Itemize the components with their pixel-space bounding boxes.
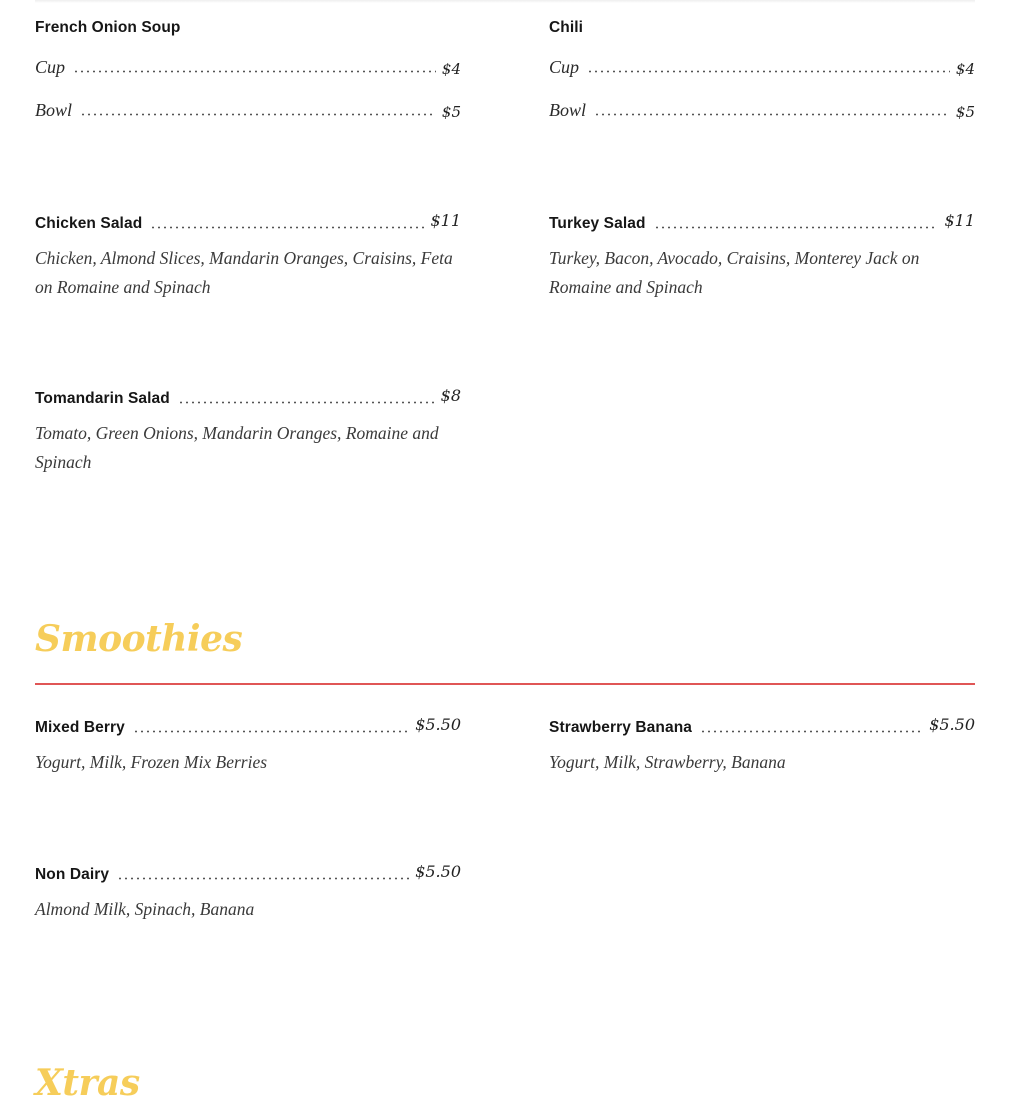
item-description: Turkey, Bacon, Avocado, Craisins, Monterey Jack on Romaine and Spinach [549,248,920,297]
menu-item-non-dairy [35,861,461,924]
item-title: Tomandarin Salad [35,390,170,407]
item-title: Non Dairy [35,866,110,883]
item-description: Yogurt, Milk, Strawberry, Banana [549,752,786,772]
item-header-row [35,210,461,234]
item-description: Almond Milk, Spinach, Banana [35,899,255,919]
size-label: Cup [35,57,66,77]
item-price: $5.50 [415,862,461,881]
menu-item-tomandarin-salad [35,385,461,476]
size-price: $4 [955,60,975,78]
item-title: Chicken Salad [35,215,143,232]
item-title: Turkey Salad [549,215,646,232]
dot-leader [700,730,923,733]
size-price: $5 [441,103,461,121]
dot-leader [133,730,409,733]
dot-leader [73,70,436,73]
size-row-cup [549,54,975,78]
dot-leader [150,226,424,229]
item-price: $11 [944,211,975,230]
item-description: Chicken, Almond Slices, Mandarin Oranges, Craisins, Feta on Romaine and Spinach [35,248,453,297]
item-title: Mixed Berry [35,719,125,736]
dot-leader [594,113,950,116]
menu-item-chicken-salad [35,210,461,301]
dot-leader [80,113,436,116]
size-price: $5 [955,103,975,121]
menu-item-chili [549,18,975,121]
item-header-row [35,714,461,738]
menu-item-strawberry-banana [549,714,975,777]
size-label: Bowl [549,100,587,120]
item-price: $5.50 [929,715,975,734]
section-heading-smoothies: Smoothies [35,618,243,660]
section-heading-xtras: Xtras [35,1062,140,1104]
item-header-row [549,714,975,738]
item-title: French Onion Soup [35,19,181,36]
item-title: Chili [549,19,584,36]
size-label: Bowl [35,100,73,120]
item-header-row [35,861,461,885]
item-price: $11 [430,211,461,230]
item-price: $5.50 [415,715,461,734]
item-title: Strawberry Banana [549,719,692,736]
size-row-bowl [35,97,461,121]
menu-item-mixed-berry [35,714,461,777]
menu-item-turkey-salad [549,210,975,301]
item-description: Yogurt, Milk, Frozen Mix Berries [35,752,268,772]
dot-leader [587,70,950,73]
dot-leader [117,877,409,880]
item-price: $8 [440,386,461,405]
size-price: $4 [441,60,461,78]
size-row-cup [35,54,461,78]
item-header-row [549,210,975,234]
section-divider [35,683,975,685]
item-description: Tomato, Green Onions, Mandarin Oranges, Romaine and Spinach [35,423,439,472]
size-row-bowl [549,97,975,121]
menu-item-french-onion-soup [35,18,461,121]
top-divider [35,0,975,3]
item-header-row [35,385,461,409]
dot-leader [178,401,435,404]
size-label: Cup [549,57,580,77]
dot-leader [654,226,939,229]
